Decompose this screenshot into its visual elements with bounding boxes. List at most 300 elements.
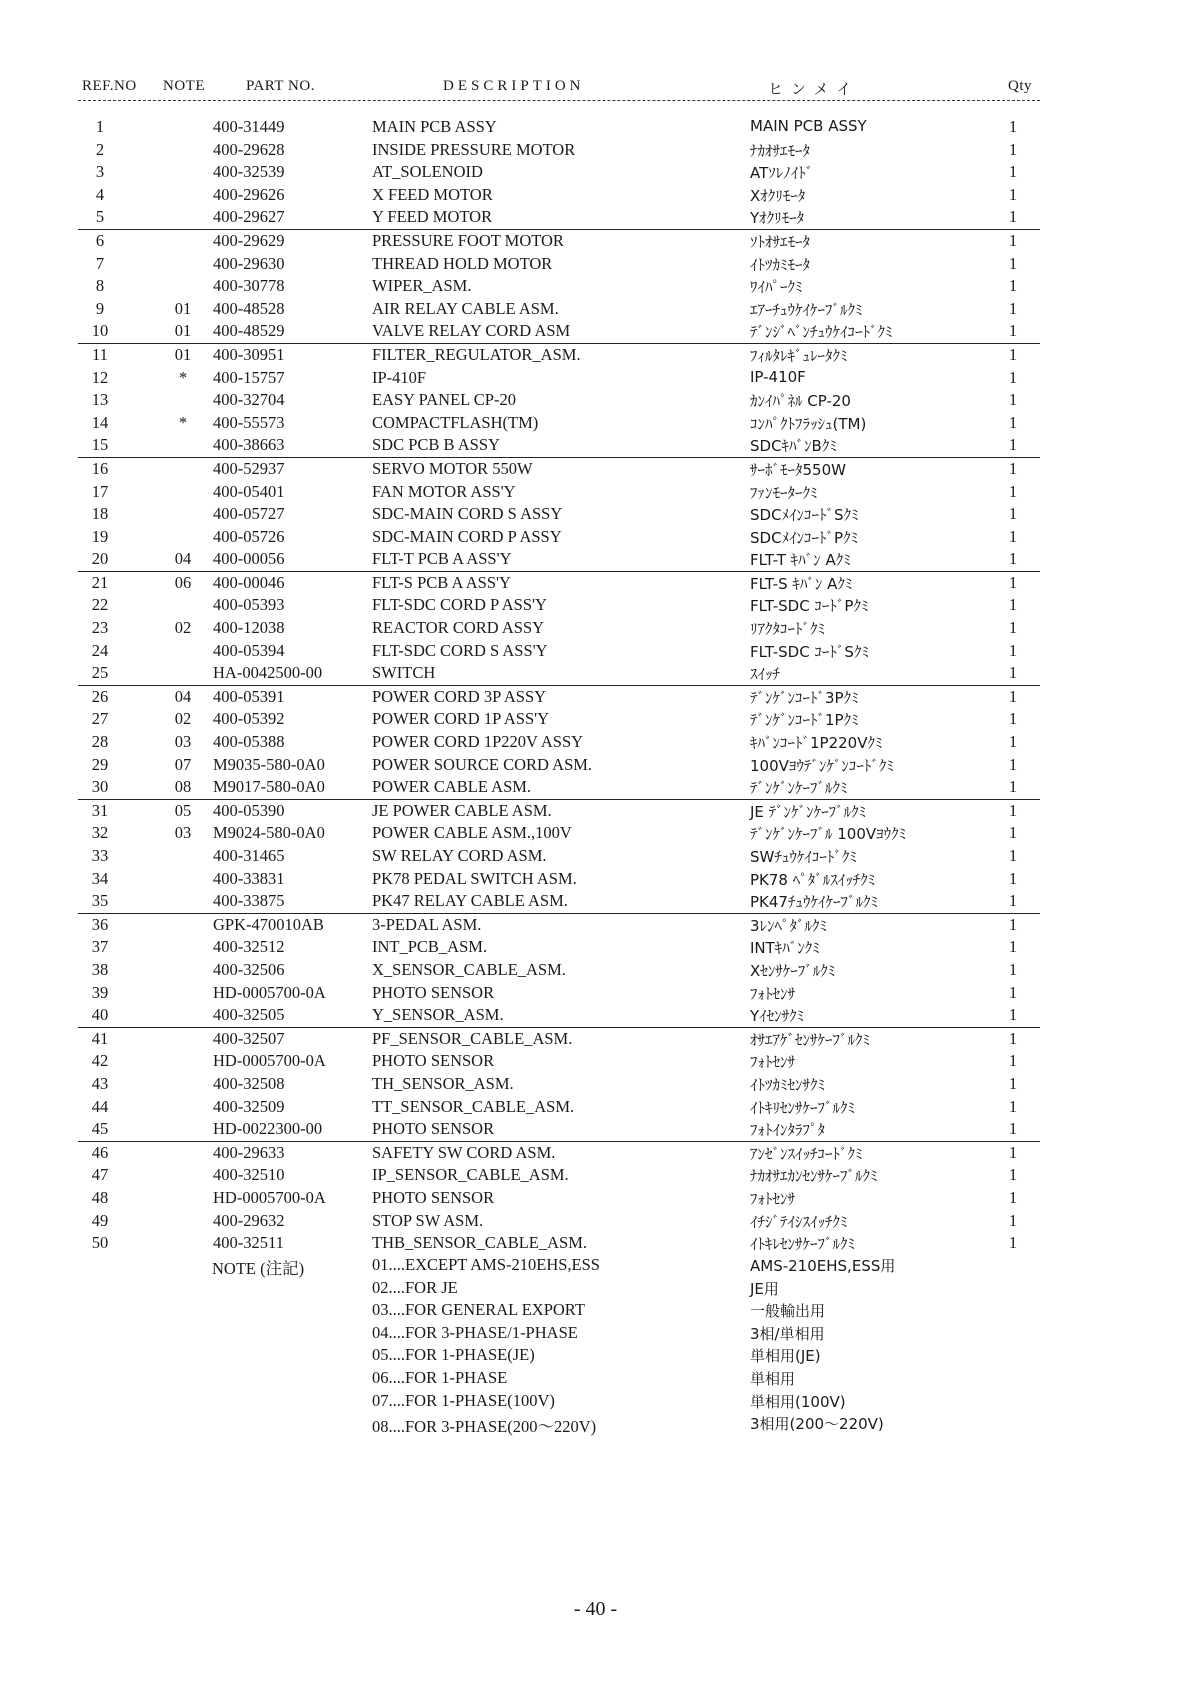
part-no-cell: 400-33875 [213, 891, 285, 911]
note-cell: 07 [174, 754, 192, 774]
qty-cell: 1 [1008, 982, 1018, 1002]
note-japanese: JE用 [750, 1279, 779, 1298]
description-cell: PF_SENSOR_CABLE_ASM. [372, 1028, 573, 1048]
part-no-cell: 400-05390 [213, 800, 285, 820]
ref-no-cell: 43 [91, 1073, 109, 1093]
part-no-cell: 400-32704 [213, 390, 285, 410]
part-no-cell: 400-29627 [213, 207, 285, 227]
description-cell: SDC-MAIN CORD S ASSY [372, 504, 563, 524]
table-row [78, 572, 1040, 595]
part-no-cell: 400-05393 [213, 595, 285, 615]
ref-no-cell: 22 [91, 595, 109, 615]
table-row [78, 161, 1040, 184]
qty-cell: 1 [1008, 162, 1018, 182]
ref-no-cell: 47 [91, 1165, 109, 1185]
note-japanese: 単相用(JE) [750, 1347, 821, 1366]
table-row [78, 640, 1040, 663]
description-cell: MAIN PCB ASSY [372, 117, 497, 136]
description-cell: JE POWER CABLE ASM. [372, 800, 552, 820]
table-row [78, 434, 1040, 458]
part-no-cell: 400-55573 [213, 412, 285, 432]
qty-cell: 1 [1008, 549, 1018, 569]
description-cell: X_SENSOR_CABLE_ASM. [372, 959, 566, 979]
part-no-cell: 400-05392 [213, 709, 285, 729]
jp-name-cell: ｷﾊﾞﾝｺｰﾄﾞ1P220Vｸﾐ [750, 734, 883, 753]
qty-cell: 1 [1008, 390, 1018, 410]
qty-cell: 1 [1008, 253, 1018, 273]
header-description: DESCRIPTION [443, 78, 585, 94]
note-cell: * [178, 412, 188, 432]
jp-name-cell: ｺﾝﾊﾟｸﾄﾌﾗｯｼｭ(TM) [750, 414, 867, 433]
header-ref-no: REF.NO [82, 78, 137, 94]
table-row [78, 1210, 1040, 1233]
header-part-no: PART NO. [246, 78, 315, 94]
note-english: 08....FOR 3-PHASE(200～220V) [372, 1417, 597, 1437]
ref-no-cell: 29 [91, 754, 109, 774]
table-row [78, 503, 1040, 526]
part-no-cell: 400-32507 [213, 1028, 285, 1048]
note-row [78, 1367, 1040, 1390]
jp-name-cell: ﾌｨﾙﾀﾚｷﾞｭﾚｰﾀｸﾐ [750, 346, 848, 365]
jp-name-cell: SDCﾒｲﾝｺｰﾄﾞSｸﾐ [750, 506, 859, 525]
part-no-cell: 400-12038 [213, 618, 285, 638]
qty-cell: 1 [1008, 1210, 1018, 1230]
description-cell: EASY PANEL CP-20 [372, 390, 516, 410]
ref-no-cell: 5 [95, 207, 105, 227]
jp-name-cell: ﾃﾞﾝｹﾞﾝｹｰﾌﾞﾙ 100Vﾖｳｸﾐ [750, 825, 907, 844]
table-header [78, 74, 1040, 101]
jp-name-cell: ﾃﾞﾝｹﾞﾝｺｰﾄﾞ1Pｸﾐ [750, 711, 859, 730]
jp-name-cell: MAIN PCB ASSY [750, 117, 867, 135]
note-cell: 02 [174, 709, 192, 729]
description-cell: FILTER_REGULATOR_ASM. [372, 344, 581, 364]
header-jp-name: ヒンメイ [768, 82, 860, 98]
jp-name-cell: 3ﾚﾝﾍﾟﾀﾞﾙｸﾐ [750, 916, 828, 935]
ref-no-cell: 32 [91, 823, 109, 843]
part-no-cell: HD-0005700-0A [213, 982, 326, 1002]
table-row [78, 367, 1040, 390]
part-no-cell: 400-32512 [213, 937, 285, 957]
part-no-cell: 400-32506 [213, 959, 285, 979]
description-cell: 3-PEDAL ASM. [372, 914, 482, 934]
ref-no-cell: 17 [91, 481, 109, 501]
note-row [78, 1390, 1040, 1413]
qty-cell: 1 [1008, 891, 1018, 911]
ref-no-cell: 30 [91, 777, 109, 797]
ref-no-cell: 25 [91, 663, 109, 683]
note-cell: 08 [174, 777, 192, 797]
ref-no-cell: 7 [95, 253, 105, 273]
qty-cell: 1 [1008, 184, 1018, 204]
table-row [78, 253, 1040, 276]
table-row [78, 1142, 1040, 1165]
ref-no-cell: 13 [91, 390, 109, 410]
note-row [78, 1299, 1040, 1322]
part-no-cell: 400-32509 [213, 1096, 285, 1116]
table-row [78, 754, 1040, 777]
qty-cell: 1 [1008, 117, 1018, 136]
description-cell: SERVO MOTOR 550W [372, 458, 533, 478]
ref-no-cell: 40 [91, 1005, 109, 1025]
qty-cell: 1 [1008, 276, 1018, 296]
table-row [78, 914, 1040, 937]
ref-no-cell: 34 [91, 868, 109, 888]
jp-name-cell: IP-410F [750, 367, 806, 386]
description-cell: POWER CORD 1P ASS'Y [372, 709, 550, 729]
ref-no-cell: 27 [91, 709, 109, 729]
description-cell: IP_SENSOR_CABLE_ASM. [372, 1165, 569, 1185]
jp-name-cell: Xｵｸﾘﾓｰﾀ [750, 186, 806, 205]
ref-no-cell: 31 [91, 800, 109, 820]
note-english: 06....FOR 1-PHASE [372, 1367, 508, 1387]
table-row [78, 731, 1040, 754]
table-row [78, 1164, 1040, 1187]
jp-name-cell: ｲﾄｷﾘｾﾝｻｹｰﾌﾞﾙｸﾐ [750, 1098, 856, 1117]
description-cell: TT_SENSOR_CABLE_ASM. [372, 1096, 575, 1116]
part-no-cell: 400-05394 [213, 640, 285, 660]
ref-no-cell: 33 [91, 846, 109, 865]
note-japanese: AMS-210EHS,ESS用 [750, 1257, 896, 1275]
description-cell: INT_PCB_ASM. [372, 937, 488, 957]
ref-no-cell: 6 [95, 230, 105, 250]
note-japanese: 一般輸出用 [750, 1302, 826, 1321]
jp-name-cell: ATｿﾚﾉｲﾄﾞ [750, 164, 814, 183]
header-qty: Qty [1008, 78, 1032, 94]
note-cell: 02 [174, 618, 192, 638]
qty-cell: 1 [1008, 777, 1018, 797]
description-cell: INSIDE PRESSURE MOTOR [372, 139, 576, 159]
description-cell: WIPER_ASM. [372, 276, 472, 296]
ref-no-cell: 14 [91, 412, 109, 432]
qty-cell: 1 [1008, 663, 1018, 683]
qty-cell: 1 [1008, 526, 1018, 546]
ref-no-cell: 49 [91, 1210, 109, 1230]
note-english: 04....FOR 3-PHASE/1-PHASE [372, 1322, 578, 1342]
table-row [78, 1004, 1040, 1028]
description-cell: PHOTO SENSOR [372, 1119, 495, 1139]
part-no-cell: 400-32508 [213, 1073, 285, 1093]
description-cell: AIR RELAY CABLE ASM. [372, 298, 559, 318]
description-cell: SDC-MAIN CORD P ASSY [372, 526, 562, 546]
description-cell: X FEED MOTOR [372, 184, 493, 204]
table-row [78, 412, 1040, 435]
jp-name-cell: FLT-S ｷﾊﾞﾝ Aｸﾐ [750, 574, 853, 593]
jp-name-cell: SWﾁｭｳｹｲｺｰﾄﾞｸﾐ [750, 848, 857, 866]
table-row [78, 594, 1040, 617]
jp-name-cell: Yｲｾﾝｻｸﾐ [750, 1007, 805, 1026]
ref-no-cell: 39 [91, 982, 109, 1002]
note-english: 07....FOR 1-PHASE(100V) [372, 1390, 555, 1410]
qty-cell: 1 [1008, 1073, 1018, 1093]
jp-name-cell: ﾃﾞﾝｹﾞﾝｹｰﾌﾞﾙｸﾐ [750, 779, 848, 798]
jp-name-cell: ｶﾝｲﾊﾟﾈﾙ CP-20 [750, 392, 851, 411]
note-cell: 03 [174, 732, 192, 752]
table-row [78, 1073, 1040, 1096]
part-no-cell: M9017-580-0A0 [213, 777, 325, 797]
qty-cell: 1 [1008, 435, 1018, 455]
part-no-cell: HA-0042500-00 [213, 663, 323, 683]
jp-name-cell: ﾌｫﾄｾﾝｻ [750, 1189, 796, 1208]
table-row [78, 890, 1040, 914]
qty-cell: 1 [1008, 1051, 1018, 1071]
ref-no-cell: 26 [91, 686, 109, 706]
table-row [78, 320, 1040, 344]
part-no-cell: 400-32510 [213, 1165, 285, 1185]
qty-cell: 1 [1008, 1233, 1018, 1253]
table-row [78, 344, 1040, 367]
description-cell: THREAD HOLD MOTOR [372, 253, 553, 273]
part-no-cell: HD-0005700-0A [213, 1187, 326, 1207]
table-row [78, 982, 1040, 1005]
part-no-cell: 400-15757 [213, 367, 285, 387]
part-no-cell: 400-05391 [213, 686, 285, 706]
note-english: 05....FOR 1-PHASE(JE) [372, 1345, 535, 1365]
jp-name-cell: ﾘｱｸﾀｺｰﾄﾞｸﾐ [750, 620, 826, 639]
jp-name-cell: ﾅｶｵｻｴｶﾝｾﾝｻｹｰﾌﾞﾙｸﾐ [750, 1167, 878, 1186]
description-cell: SAFETY SW CORD ASM. [372, 1142, 556, 1162]
ref-no-cell: 4 [95, 184, 105, 204]
part-no-cell: 400-30951 [213, 344, 285, 364]
ref-no-cell: 42 [91, 1051, 109, 1071]
part-no-cell: 400-38663 [213, 435, 285, 455]
jp-name-cell: FLT-SDC ｺｰﾄﾞPｸﾐ [750, 597, 869, 616]
table-row [78, 481, 1040, 504]
ref-no-cell: 38 [91, 959, 109, 979]
qty-cell: 1 [1008, 139, 1018, 159]
qty-cell: 1 [1008, 504, 1018, 524]
jp-name-cell: ﾅｶｵｻｴﾓｰﾀ [750, 141, 811, 160]
part-no-cell: GPK-470010AB [213, 914, 324, 934]
description-cell: FAN MOTOR ASS'Y [372, 481, 516, 501]
qty-cell: 1 [1008, 481, 1018, 501]
note-cell: 05 [174, 800, 192, 820]
note-japanese: 単相用(100V) [750, 1392, 846, 1411]
qty-cell: 1 [1008, 1165, 1018, 1185]
note-cell: 06 [174, 572, 192, 592]
description-cell: POWER CABLE ASM. [372, 777, 532, 797]
ref-no-cell: 28 [91, 732, 109, 752]
part-no-cell: 400-32539 [213, 162, 285, 182]
table-row [78, 548, 1040, 572]
table-row [78, 458, 1040, 481]
note-english: 03....FOR GENERAL EXPORT [372, 1300, 585, 1320]
note-row [78, 1344, 1040, 1367]
jp-name-cell: ｴｱｰﾁｭｳｹｲｹｰﾌﾞﾙｸﾐ [750, 300, 863, 319]
ref-no-cell: 45 [91, 1119, 109, 1139]
ref-no-cell: 37 [91, 937, 109, 957]
part-no-cell: 400-29629 [213, 230, 285, 250]
qty-cell: 1 [1008, 458, 1018, 478]
table-row [78, 617, 1040, 640]
description-cell: PK47 RELAY CABLE ASM. [372, 891, 568, 911]
description-cell: IP-410F [372, 367, 427, 387]
table-row [78, 1232, 1040, 1255]
part-no-cell: 400-29626 [213, 184, 285, 204]
part-no-cell: 400-31449 [213, 117, 285, 136]
ref-no-cell: 44 [91, 1096, 109, 1116]
part-no-cell: 400-05726 [213, 526, 285, 546]
ref-no-cell: 11 [92, 344, 108, 364]
jp-name-cell: INTｷﾊﾞﾝｸﾐ [750, 939, 820, 958]
qty-cell: 1 [1008, 230, 1018, 250]
jp-name-cell: ﾌｫﾄｾﾝｻ [750, 1053, 796, 1072]
part-no-cell: HD-0005700-0A [213, 1051, 326, 1071]
table-row [78, 868, 1040, 891]
note-english: 02....FOR JE [372, 1277, 458, 1297]
part-no-cell: 400-48528 [213, 298, 285, 318]
note-japanese: 3相用(200～220V) [750, 1415, 884, 1434]
ref-no-cell: 12 [91, 367, 109, 387]
part-no-cell: 400-33831 [213, 868, 285, 888]
qty-cell: 1 [1008, 732, 1018, 752]
qty-cell: 1 [1008, 823, 1018, 843]
table-row [78, 1028, 1040, 1051]
qty-cell: 1 [1008, 959, 1018, 979]
description-cell: PHOTO SENSOR [372, 1187, 495, 1207]
description-cell: PRESSURE FOOT MOTOR [372, 230, 564, 250]
jp-name-cell: ﾌｧﾝﾓｰﾀｰｸﾐ [750, 483, 818, 502]
qty-cell: 1 [1008, 595, 1018, 615]
table-row [78, 206, 1040, 230]
part-no-cell: 400-31465 [213, 846, 285, 865]
qty-cell: 1 [1008, 1187, 1018, 1207]
description-cell: SDC PCB B ASSY [372, 435, 500, 455]
qty-cell: 1 [1008, 298, 1018, 318]
part-no-cell: 400-32511 [213, 1233, 284, 1253]
jp-name-cell: PK78 ﾍﾟﾀﾞﾙｽｲｯﾁｸﾐ [750, 870, 876, 889]
jp-name-cell: ｱﾝｾﾞﾝｽｲｯﾁｺｰﾄﾞｸﾐ [750, 1144, 863, 1163]
description-cell: PHOTO SENSOR [372, 1051, 495, 1071]
part-no-cell: 400-30778 [213, 276, 285, 296]
note-japanese: 単相用 [750, 1369, 796, 1388]
qty-cell: 1 [1008, 846, 1018, 865]
description-cell: AT_SOLENOID [372, 162, 483, 182]
ref-no-cell: 1 [95, 117, 105, 136]
ref-no-cell: 9 [95, 298, 105, 318]
table-row [78, 1118, 1040, 1142]
jp-name-cell: ｵｻｴｱｹﾞｾﾝｻｹｰﾌﾞﾙｸﾐ [750, 1030, 871, 1049]
table-row [78, 275, 1040, 298]
description-cell: FLT-T PCB A ASS'Y [372, 549, 512, 569]
qty-cell: 1 [1008, 1096, 1018, 1116]
part-no-cell: 400-05388 [213, 732, 285, 752]
ref-no-cell: 21 [91, 572, 109, 592]
ref-no-cell: 48 [91, 1187, 109, 1207]
qty-cell: 1 [1008, 367, 1018, 387]
description-cell: FLT-SDC CORD P ASS'Y [372, 595, 547, 615]
notes-label: NOTE (注記) [212, 1259, 305, 1278]
jp-name-cell: Xｾﾝｻｹｰﾌﾞﾙｸﾐ [750, 961, 836, 980]
table-row [78, 800, 1040, 823]
jp-name-cell: ｲﾄｷﾚｾﾝｻｹｰﾌﾞﾙｸﾐ [750, 1235, 856, 1254]
note-row [78, 1277, 1040, 1300]
table-row [78, 526, 1040, 549]
table-row [78, 116, 1040, 139]
jp-name-cell: 100Vﾖｳﾃﾞﾝｹﾞﾝｺｰﾄﾞｸﾐ [750, 756, 894, 775]
description-cell: PK78 PEDAL SWITCH ASM. [372, 868, 577, 888]
note-row [78, 1254, 1040, 1277]
description-cell: SWITCH [372, 663, 436, 683]
part-no-cell: HD-0022300-00 [213, 1119, 323, 1139]
table-row [78, 959, 1040, 982]
jp-name-cell: Yｵｸﾘﾓｰﾀ [750, 209, 805, 228]
part-no-cell: 400-48529 [213, 321, 285, 341]
jp-name-cell: ｻｰﾎﾞﾓｰﾀ550W [750, 460, 846, 479]
jp-name-cell: SDCﾒｲﾝｺｰﾄﾞPｸﾐ [750, 528, 859, 547]
note-cell: 04 [174, 549, 192, 569]
jp-name-cell: ﾌｫﾄｾﾝｻ [750, 984, 796, 1003]
note-cell: 01 [174, 321, 192, 341]
part-no-cell: 400-52937 [213, 458, 285, 478]
jp-name-cell: ﾜｲﾊﾟｰｸﾐ [750, 278, 803, 297]
qty-cell: 1 [1008, 868, 1018, 888]
note-cell: 04 [174, 686, 192, 706]
ref-no-cell: 16 [91, 458, 109, 478]
parts-table [78, 116, 1040, 1255]
note-row [78, 1412, 1040, 1435]
jp-name-cell: ﾃﾞﾝｼﾞﾍﾞﾝﾁｭｳｹｲｺｰﾄﾞｸﾐ [750, 323, 893, 342]
table-row [78, 139, 1040, 162]
ref-no-cell: 35 [91, 891, 109, 911]
qty-cell: 1 [1008, 412, 1018, 432]
jp-name-cell: ｿﾄｵｻｴﾓｰﾀ [750, 232, 811, 251]
jp-name-cell: ｽｲｯﾁ [750, 665, 781, 684]
ref-no-cell: 46 [91, 1142, 109, 1162]
description-cell: Y_SENSOR_ASM. [372, 1005, 504, 1025]
jp-name-cell: ｲﾁｼﾞﾃｲｼｽｲｯﾁｸﾐ [750, 1212, 848, 1231]
ref-no-cell: 20 [91, 549, 109, 569]
jp-name-cell: ﾃﾞﾝｹﾞﾝｺｰﾄﾞ3Pｸﾐ [750, 688, 859, 707]
table-row [78, 230, 1040, 253]
ref-no-cell: 24 [91, 640, 109, 660]
description-cell: STOP SW ASM. [372, 1210, 484, 1230]
qty-cell: 1 [1008, 344, 1018, 364]
description-cell: FLT-S PCB A ASS'Y [372, 572, 511, 592]
table-row [78, 822, 1040, 845]
table-row [78, 184, 1040, 207]
ref-no-cell: 18 [91, 504, 109, 524]
note-japanese: 3相/単相用 [750, 1324, 825, 1343]
jp-name-cell: PK47ﾁｭｳｹｲｹｰﾌﾞﾙｸﾐ [750, 893, 878, 912]
description-cell: POWER CORD 1P220V ASSY [372, 732, 584, 752]
table-row [78, 845, 1040, 868]
ref-no-cell: 8 [95, 276, 105, 296]
ref-no-cell: 23 [91, 618, 109, 638]
description-cell: COMPACTFLASH(TM) [372, 412, 539, 432]
part-no-cell: 400-32505 [213, 1005, 285, 1025]
notes-section [78, 1254, 1040, 1435]
part-no-cell: M9035-580-0A0 [213, 754, 325, 774]
qty-cell: 1 [1008, 1142, 1018, 1162]
description-cell: REACTOR CORD ASSY [372, 618, 545, 638]
qty-cell: 1 [1008, 709, 1018, 729]
table-row [78, 298, 1040, 321]
jp-name-cell: ｲﾄﾂｶﾐﾓｰﾀ [750, 255, 811, 274]
ref-no-cell: 36 [91, 914, 109, 934]
note-cell: 03 [174, 823, 192, 843]
qty-cell: 1 [1008, 754, 1018, 774]
note-cell: * [178, 367, 188, 387]
jp-name-cell: ｲﾄﾂｶﾐｾﾝｻｸﾐ [750, 1075, 826, 1094]
description-cell: POWER SOURCE CORD ASM. [372, 754, 593, 774]
table-row [78, 1096, 1040, 1119]
ref-no-cell: 19 [91, 526, 109, 546]
page-number: - 40 - [573, 1598, 618, 1620]
description-cell: THB_SENSOR_CABLE_ASM. [372, 1233, 587, 1253]
note-cell: 01 [174, 298, 192, 318]
part-no-cell: 400-05401 [213, 481, 285, 501]
part-no-cell: M9024-580-0A0 [213, 823, 325, 843]
